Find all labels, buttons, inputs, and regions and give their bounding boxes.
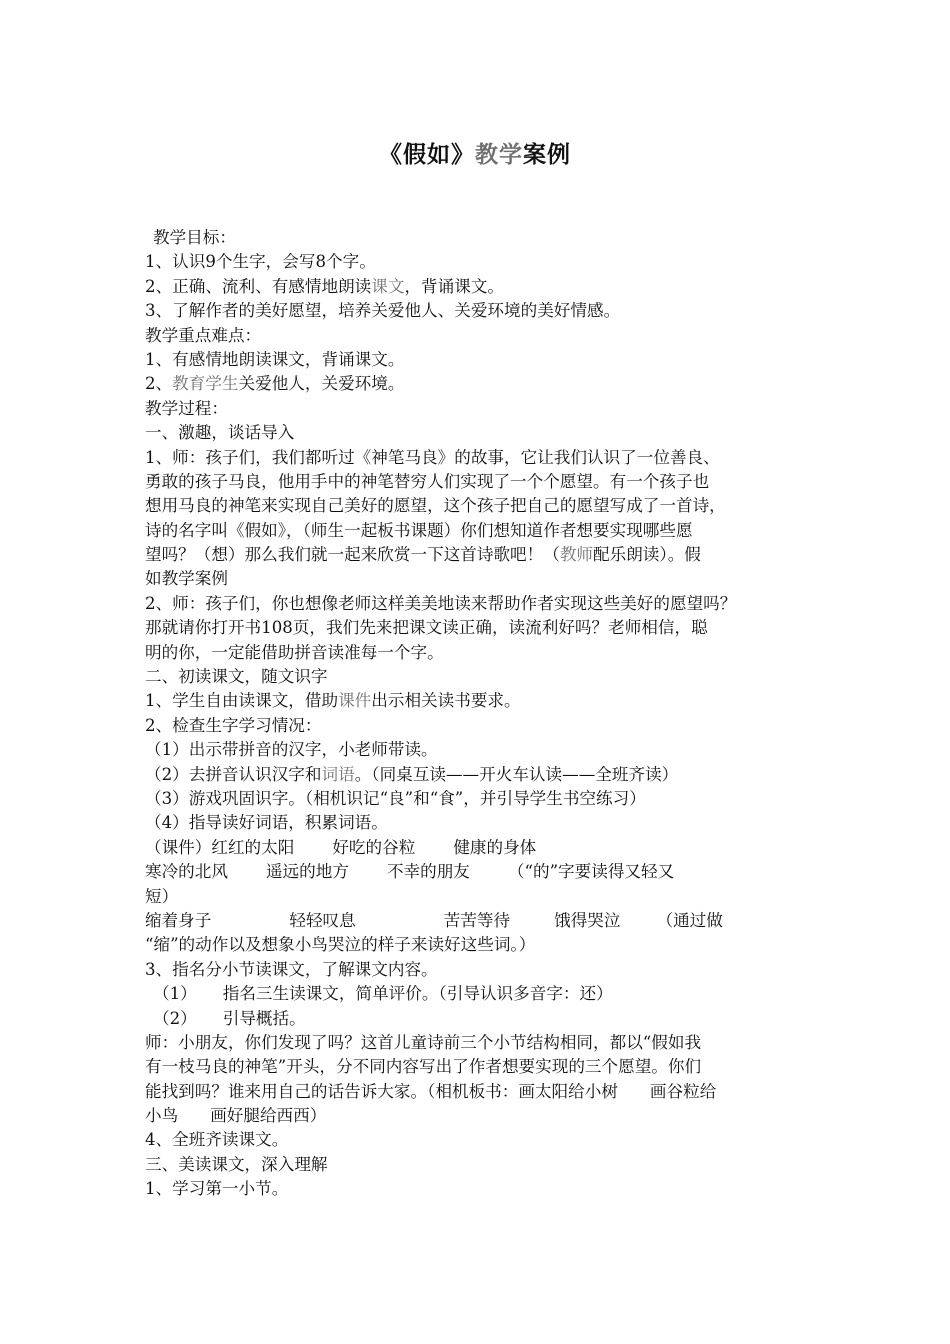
text-line: 1、学习第一小节。 (145, 1179, 289, 1199)
text-span: 配乐朗读）。假 (593, 545, 701, 565)
section-heading: 三、美读课文，深入理解 (145, 1154, 328, 1174)
text-line: 4、全班齐读课文。 (145, 1130, 289, 1150)
section-heading: 一、激趣，谈话导入 (145, 423, 295, 443)
text-span: （2） (153, 1008, 197, 1028)
word-item: 不幸的朋友 (386, 862, 470, 882)
text-line: 3、了解作者的美好愿望，培养关爱他人、关爱环境的美好情感。 (145, 301, 621, 321)
word-item: 轻轻叹息 (289, 910, 356, 930)
text-span: 关爱他人，关爱环境。 (238, 374, 405, 394)
word-item: 健康的身体 (453, 837, 537, 857)
text-line (145, 1080, 810, 1104)
text-line: 短） (145, 886, 179, 906)
word-item: 缩着身子 (145, 910, 212, 930)
word-list-line (145, 836, 810, 860)
title-highlight: 教学 (475, 141, 523, 168)
word-item: 苦苦等待 (443, 910, 511, 930)
text-span: 引导概括。 (222, 1008, 306, 1028)
text-line (145, 1104, 810, 1128)
text-span: 出示相关读书要求。 (371, 691, 521, 711)
text-line (145, 1007, 810, 1031)
text-span: ，背诵课文。 (404, 276, 505, 296)
link-text[interactable]: 词语 (321, 764, 355, 784)
text-line (145, 543, 810, 567)
word-item: 遥远的地方 (265, 862, 349, 882)
text-span: 1、学生自由读课文，借助 (145, 691, 339, 711)
text-line: 想用马良的神笔来实现自己美好的愿望，这个孩子把自己的愿望写成了一首诗， (145, 496, 726, 516)
text-span: 指名三生读课文，简单评价。（引导认识多音字：还） (222, 984, 613, 1004)
section-heading: 教学过程： (145, 398, 228, 418)
text-line: 明的你，一定能借助拼音读准每一个字。 (145, 642, 444, 662)
text-line: 如教学案例 (145, 569, 228, 589)
text-line: 那就请你打开书108页，我们先来把课文读正确，读流利好吗？老师相信，聪 (145, 618, 708, 638)
text-span: 画谷粒给 (649, 1081, 717, 1101)
word-item: （课件）红红的太阳 (145, 837, 295, 857)
text-line: 1、师：孩子们，我们都听过《神笔马良》的故事，它让我们认识了一位善良、 (145, 447, 720, 467)
link-text[interactable]: 课文 (371, 276, 405, 296)
text-span: 望吗？（想）那么我们就一起来欣赏一下这首诗歌吧！（ (145, 545, 560, 565)
text-line: （3）游戏巩固识字。（相机识记“良”和“食”，并引导学生书空练习） (145, 788, 646, 808)
text-span: 2、 (145, 374, 173, 394)
text-line: （4）指导读好词语，积累词语。 (145, 813, 388, 833)
section-heading: 教学重点难点： (145, 325, 262, 345)
text-line: 师：小朋友，你们发现了吗？这首儿童诗前三个小节结构相同，都以“假如我 (145, 1032, 702, 1052)
word-item: 寒冷的北风 (145, 862, 228, 882)
text-span: （1） (153, 984, 197, 1004)
section-heading: 教学目标： (153, 228, 236, 247)
link-text[interactable]: 教育学生 (172, 374, 239, 394)
text-span: 能找到吗？谁来用自己的话告诉大家。（相机板书：画太阳给小树 (145, 1081, 618, 1101)
word-item: 饿得哭泣 (554, 910, 621, 930)
word-list-line (145, 860, 810, 884)
text-line (145, 372, 810, 396)
word-list-line (145, 909, 810, 933)
text-line (145, 275, 810, 299)
page-title (0, 136, 950, 169)
section-heading: 二、初读课文，随文识字 (145, 667, 328, 687)
text-span: 画好腿给西西） (210, 1106, 327, 1126)
text-span: 2、正确、流利、有感情地朗读 (145, 276, 372, 296)
document-body (145, 226, 810, 1202)
text-line (145, 689, 810, 713)
text-line: 有一枝马良的神笔”开头，分不同内容写出了作者想要实现的三个愿望。你们 (145, 1057, 702, 1077)
text-line: 2、师：孩子们，你也想像老师这样美美地读来帮助作者实现这些美好的愿望吗？ (145, 593, 737, 613)
text-span: 。（同桌互读——开火车认读——全班齐读） (354, 764, 679, 784)
word-item: 好吃的谷粒 (332, 837, 416, 857)
text-line: 勇敢的孩子马良，他用手中的神笔替穷人们实现了一个个愿望。有一个孩子也 (145, 471, 710, 491)
link-text[interactable]: 课件 (338, 691, 372, 711)
word-item: （通过做 (656, 910, 723, 930)
text-span: 小鸟 (145, 1106, 179, 1126)
text-line: （1）出示带拼音的汉字，小老师带读。 (145, 740, 438, 760)
text-line: 2、检查生字学习情况： (145, 715, 322, 735)
text-line: 1、认识9个生字，会写8个字。 (145, 252, 376, 272)
text-line (145, 982, 810, 1006)
link-text[interactable]: 教师 (559, 545, 594, 565)
text-span: （2）去拼音认识汉字和 (145, 764, 322, 784)
text-line: 3、指名分小节读课文，了解课文内容。 (145, 959, 438, 979)
text-line (145, 763, 810, 787)
text-line: 1、有感情地朗读课文，背诵课文。 (145, 349, 405, 369)
text-line: “缩”的动作以及想象小鸟哭泣的样子来读好这些词。） (145, 935, 536, 955)
text-line: 诗的名字叫《假如》，（师生一起板书课题）你们想知道作者想要实现哪些愿 (145, 520, 693, 540)
title-part: 案例 (523, 141, 571, 168)
word-item: （“的”字要读得又轻又 (507, 862, 675, 882)
title-part: 《假如》 (379, 141, 475, 168)
